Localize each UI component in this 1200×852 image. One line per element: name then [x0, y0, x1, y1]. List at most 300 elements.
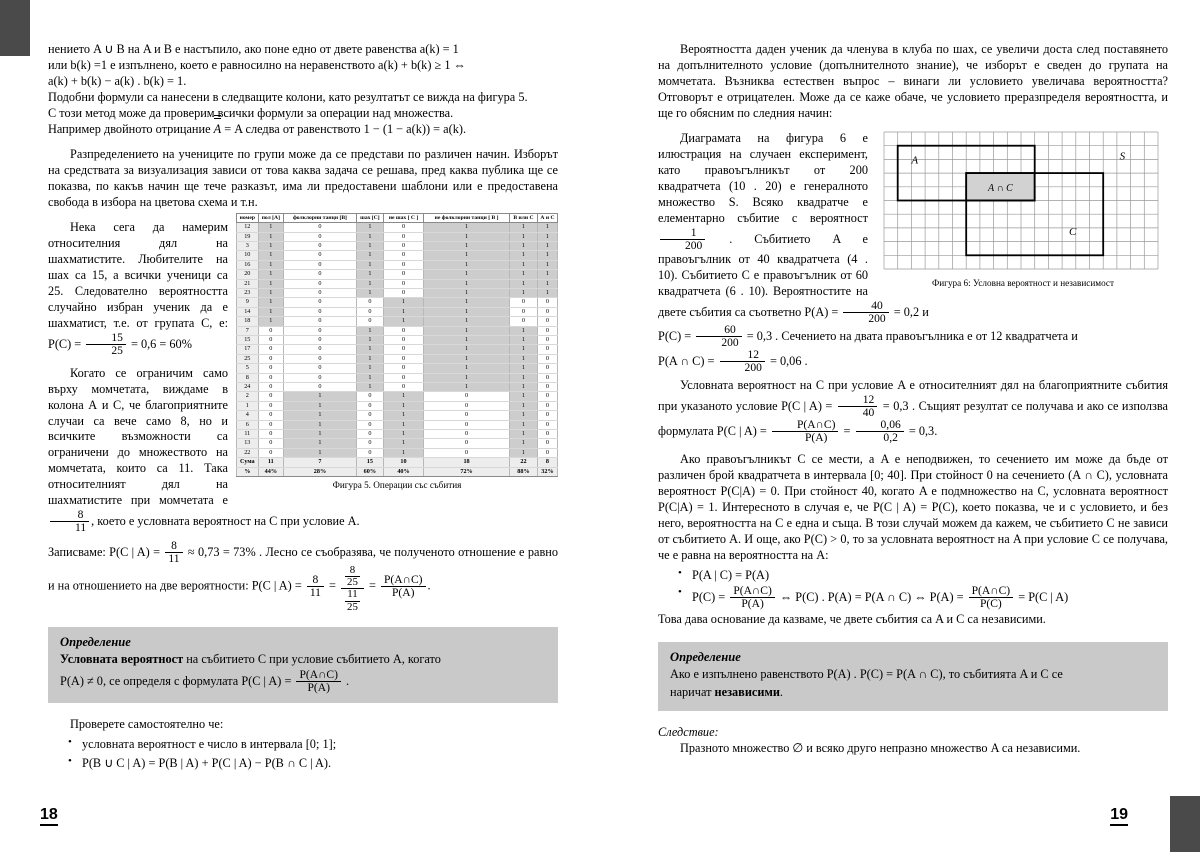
check-intro: Проверете самостоятелно че:	[70, 716, 224, 731]
figure-6-diagram	[878, 126, 1166, 274]
label-A-intersect-C: A ∩ C	[988, 183, 1013, 195]
cell-value: 1	[383, 401, 423, 410]
cell-number: 19	[237, 232, 259, 241]
cell-value: 1	[258, 279, 283, 288]
cell-number: 16	[237, 260, 259, 269]
fraction-PAC-PA: $\frac{P(A\cap C)}{P(A)}$	[381, 574, 426, 599]
cell-value: 0	[258, 439, 283, 448]
cell-number: 4	[237, 411, 259, 420]
cell-value: 1	[509, 411, 537, 420]
text-fragment: . Събитието A е правоъгълник от 40 квадратчета (4 . 10). Събитието C е правоъгълник от 60 квадратчета (6 . 10). Вероятностите на двете събития са съответно P(A) =	[658, 231, 868, 319]
cell-number: 7	[237, 326, 259, 335]
paragraph-club-probability: Вероятността даден ученик да членува в клуба по шах, се увеличи доста след поставянето на допълнителното условие (допълнителното знание), че изборът е сведен до групата на момчетата. Възниква естествен въпрос – винаги ли условието увеличава вероятността? Отговорът е отрицателен. Може да се каже обаче, че условието преразпределя вероятността, и ще го обясним по следния начин:	[658, 42, 1168, 120]
fraction-PAC-PA-b: $\frac{P(A\cap C)}{P(A)}$	[730, 585, 775, 610]
cell-value: 0	[356, 317, 383, 326]
cell-value: 0	[356, 430, 383, 439]
cell-number: 1	[237, 401, 259, 410]
cell-value: 1	[424, 326, 510, 335]
fraction-nested	[341, 565, 364, 613]
cell-value: 1	[356, 270, 383, 279]
cell-value: 1	[424, 317, 510, 326]
cell-number: 25	[237, 354, 259, 363]
cell-value: 0	[284, 298, 357, 307]
fraction-60-200: $\frac{60}{200}$	[696, 324, 741, 349]
fraction-12-200: $\frac{12}{200}$	[720, 349, 765, 374]
definition-box-independence	[658, 642, 1168, 711]
text-line: нението A ∪ B на A и B е настъпило, ако поне едно от двете равенства a(k) = 1	[48, 42, 459, 56]
cell-value: 0	[284, 345, 357, 354]
cell-sum-label: Сума	[237, 458, 259, 467]
table-row	[237, 392, 558, 401]
fraction-8-25: $\frac{8}{25}$	[347, 564, 358, 589]
cell-value: 0	[537, 383, 557, 392]
cell-value: 0	[383, 279, 423, 288]
cell-value: 0	[537, 420, 557, 429]
table-row	[237, 223, 558, 232]
cell-value: 1	[509, 448, 537, 457]
fraction-12-40: $\frac{12}{40}$	[838, 394, 878, 419]
th-folklor-b: фолклорни танци [В]	[284, 213, 357, 222]
cell-value: 1	[284, 439, 357, 448]
cell-value: 0	[284, 354, 357, 363]
cell-value: 0	[509, 298, 537, 307]
th-b-or-c: В или С	[509, 213, 537, 222]
cell-value: 1	[383, 439, 423, 448]
table-row	[237, 345, 558, 354]
cell-value: 1	[537, 270, 557, 279]
cell-value: 0	[356, 420, 383, 429]
cell-value: 0	[284, 270, 357, 279]
table-row	[237, 270, 558, 279]
cell-value: 1	[258, 241, 283, 250]
cell-value: 0	[424, 448, 510, 457]
table-row	[237, 383, 558, 392]
cell-value: 1	[284, 430, 357, 439]
cell-value: 0	[258, 345, 283, 354]
fraction-8-11: $\frac{8}{11}$	[50, 509, 89, 534]
corollary-text: Празното множество ∅ и всяко друго непразно множество A са независими.	[680, 740, 1081, 755]
cell-value: 0	[284, 307, 357, 316]
cell-value: 1	[509, 373, 537, 382]
text-fragment: = 0,3 . Сечението на двата правоъгълника е от 12 квадратчета и	[743, 329, 1078, 344]
cell-value: 1	[509, 354, 537, 363]
cell-sum: 18	[424, 458, 510, 467]
cell-pct: 40%	[383, 467, 423, 476]
paragraph-double-negation	[48, 122, 558, 138]
cell-value: 1	[284, 411, 357, 420]
th-a-and-c: А и С	[537, 213, 557, 222]
cell-value: 0	[356, 392, 383, 401]
paragraph-record-formula: Записваме: P(C | A) = $\frac{8}{11}$ ≈ 0,73 = 73% . Лесно се съобразява, че полученото отношение е равно и на отношението на две вероятности: P(C | A) = $\frac{8}{11}$ = $\frac{\frac{8}{25}}{\frac{11}{25}}$ = $\frac{P(A\cap C)}{P(A)}$ .	[48, 539, 558, 613]
cell-value: 0	[284, 317, 357, 326]
cell-sum: 11	[258, 458, 283, 467]
cell-value: 1	[509, 383, 537, 392]
table-row	[237, 401, 558, 410]
page-number-right	[1110, 806, 1128, 824]
cell-value: 1	[537, 251, 557, 260]
fraction-PAC-PA-r: $\frac{P(A\cap C)}{P(A)}$	[772, 419, 839, 444]
cell-value: 0	[383, 335, 423, 344]
cell-value: 1	[356, 345, 383, 354]
th-shah-c: шах [С]	[356, 213, 383, 222]
definition-body: Условната вероятност на събитието C при условие събитието A, когато P(A) ≠ 0, се определя с формулата P(C | A) = $\frac{P(A\cap C)}{P(A)}$ .	[60, 652, 441, 694]
table-row	[237, 326, 558, 335]
operations-table	[236, 213, 558, 477]
figure-5-container	[236, 213, 558, 492]
th-pol-a: пол [А]	[258, 213, 283, 222]
cell-sum: 22	[509, 458, 537, 467]
cell-value: 1	[537, 288, 557, 297]
cell-number: 3	[237, 241, 259, 250]
cell-pct: 32%	[537, 467, 557, 476]
cell-value: 1	[424, 232, 510, 241]
cell-value: 0	[383, 251, 423, 260]
text-fragment: Например двойното отрицание	[48, 121, 214, 136]
cell-value: 1	[356, 326, 383, 335]
cell-number: 24	[237, 383, 259, 392]
figure-6-caption: Фигура 6: Условна вероятност и независимост	[932, 277, 1114, 288]
definition-term: Условната вероятност	[60, 652, 184, 667]
cell-number: 12	[237, 223, 259, 232]
text-fragment: P(C) =	[692, 589, 729, 604]
cell-value: 0	[424, 420, 510, 429]
table-row	[237, 232, 558, 241]
cell-value: 1	[509, 364, 537, 373]
cell-value: 0	[284, 373, 357, 382]
cell-value: 1	[258, 232, 283, 241]
cell-value: 0	[258, 430, 283, 439]
cell-number: 22	[237, 448, 259, 457]
bullet-PA-given-C: • P(A | C) = P(A)	[678, 566, 1168, 584]
text-fragment: P(A ∩ C) =	[658, 354, 718, 369]
cell-value: 0	[284, 241, 357, 250]
label-S: S	[1119, 150, 1126, 163]
cell-value: 1	[356, 288, 383, 297]
cell-value: 0	[258, 392, 283, 401]
table-row	[237, 288, 558, 297]
cell-value: 0	[383, 223, 423, 232]
cell-number: 10	[237, 251, 259, 260]
text-fragment: Нека сега да намерим относителния дял на шахматистите. Любителите на шах са 15, а всички ученици са 25. Следователно вероятността случайно избран ученик да е шахматист, т.е. от групата	[48, 219, 228, 330]
th-nomer: номер	[237, 213, 259, 222]
cell-value: 0	[537, 317, 557, 326]
corollary-title: Следствие:	[658, 724, 719, 739]
cell-value: 1	[258, 317, 283, 326]
corner-marker-top-left	[0, 0, 30, 56]
cell-pct: 88%	[509, 467, 537, 476]
cell-value: 0	[284, 251, 357, 260]
text-line: или b(k) =1 е изпълнено, което е равносилно на неравенството a(k) + b(k) ≥ 1 ⇔	[48, 57, 466, 72]
text-fragment: = 0,2 и	[890, 304, 929, 319]
cell-value: 0	[383, 270, 423, 279]
text-fragment: Когато се ограничим само върху момчетата, виждаме в колона А и С, че благоприятните случаи са вече само 8, но и всичките възможности са ограничени до множеството на момчетата, които са 11. Така относителният дял на шахматистите при момчетата е	[48, 365, 228, 508]
cell-value: 1	[258, 298, 283, 307]
cell-value: 0	[537, 373, 557, 382]
text-fragment: , което е условната вероятност на C при условие A.	[91, 514, 360, 529]
cell-number: 9	[237, 298, 259, 307]
cell-value: 1	[424, 241, 510, 250]
cell-value: 0	[537, 392, 557, 401]
formula-suffix: = 0,6 = 60%	[127, 336, 192, 351]
cell-value: 1	[383, 448, 423, 457]
cell-value: 0	[537, 354, 557, 363]
cell-value: 0	[284, 288, 357, 297]
cell-value: 0	[356, 401, 383, 410]
table-sum-row	[237, 458, 558, 467]
cell-number: 13	[237, 439, 259, 448]
cell-value: 0	[424, 411, 510, 420]
cell-value: 1	[509, 335, 537, 344]
cell-number: 17	[237, 345, 259, 354]
table-row	[237, 448, 558, 457]
cell-value: 1	[356, 251, 383, 260]
cell-value: 0	[537, 411, 557, 420]
cell-value: 0	[258, 383, 283, 392]
fraction-15-25: $\frac{15}{25}$	[86, 332, 126, 357]
cell-value: 1	[509, 401, 537, 410]
text-line: С този метод може да проверим всички формули за операции над множества.	[48, 105, 454, 120]
cell-value: 0	[537, 335, 557, 344]
cell-value: 1	[424, 288, 510, 297]
page-number-value: 19	[1110, 806, 1128, 826]
table-row	[237, 354, 558, 363]
cell-sum: 15	[356, 458, 383, 467]
paragraph-independence-conclusion: Това дава основание да казваме, че двете събития са A и C са независими.	[658, 611, 1046, 626]
cell-value: 0	[284, 279, 357, 288]
cell-number: 15	[237, 335, 259, 344]
right-page-column	[658, 42, 1168, 757]
cell-number: 18	[237, 317, 259, 326]
text-fragment: P(C) =	[658, 329, 695, 344]
cell-value: 0	[383, 260, 423, 269]
cell-value: 1	[424, 223, 510, 232]
cell-value: 1	[356, 279, 383, 288]
cell-value: 0	[537, 448, 557, 457]
cell-value: 1	[424, 354, 510, 363]
cell-value: 1	[537, 232, 557, 241]
formula-prefix: Записваме: P(C | A) =	[48, 545, 164, 560]
cell-value: 1	[258, 307, 283, 316]
cell-value: 1	[258, 260, 283, 269]
cell-value: 1	[284, 448, 357, 457]
cell-value: 0	[284, 383, 357, 392]
corner-marker-bottom-right	[1170, 796, 1200, 852]
cell-value: 0	[537, 326, 557, 335]
page-number-value: 18	[40, 806, 58, 826]
formula-prefix: C, е: P(C) =	[48, 315, 228, 351]
label-A: A	[911, 154, 919, 167]
paragraph-visualization: Разпределението на учениците по групи може да се представи по различен начин. Изборът на средствата за визуализация зависи от това каква задача се решава, пред каква публика ще се показва, по какъв начин ще тече разказът, има ли предоставени шаблони или е предоставена свобода в избора на цветова схема и т.н.	[48, 146, 558, 209]
cell-value: 0	[537, 298, 557, 307]
fraction-PAC-PC: $\frac{P(A\cap C)}{P(C)}$	[969, 585, 1014, 610]
page-number-left	[40, 806, 58, 824]
cell-value: 1	[356, 260, 383, 269]
table-pct-row	[237, 467, 558, 476]
definition-formula-prefix: P(A) ≠ 0, се определя с формулата P(C | A) =	[60, 673, 295, 688]
cell-value: 1	[356, 223, 383, 232]
definition-line-2-post: .	[779, 684, 783, 699]
text-fragment: = 0,3 . Същият резултат се получава и ако се използва формулата P(C | A) =	[658, 398, 1168, 438]
cell-number: 21	[237, 279, 259, 288]
fraction-8-11-b: $\frac{8}{11}$	[165, 540, 182, 565]
cell-value: 1	[509, 420, 537, 429]
table-row	[237, 317, 558, 326]
cell-value: 1	[284, 392, 357, 401]
th-ne-shah: не шах [ C ]	[383, 213, 423, 222]
cell-value: 0	[537, 345, 557, 354]
cell-value: 1	[383, 307, 423, 316]
cell-pct: 60%	[356, 467, 383, 476]
table-row	[237, 439, 558, 448]
cell-value: 0	[258, 354, 283, 363]
paragraph-independence-discussion: Ако правоъгълникът C се мести, а A е неподвижен, то сечението им може да бъде от различен брой квадратчета в интервала [0; 40]. При стойност 0 на сечението (A ∩ C), условната вероятност P(C|A) = 0. При стойност 40, когато A е подмножество на C, условната вероятност P(C|A) = 1. Интересното в случая е, че P(C | A) = P(C), което показва, че и с условието, и без него, вероятността на C е една и съща. В този случай можем да кажем, че събитието C не зависи от събитието A. И още, ако P(C) > 0, то за условната вероятност на A при условие C се получава, че е равна на вероятността на A:	[658, 451, 1168, 562]
cell-value: 0	[509, 307, 537, 316]
cell-number: 20	[237, 270, 259, 279]
cell-value: 1	[383, 392, 423, 401]
cell-value: 1	[424, 298, 510, 307]
cell-value: 1	[537, 223, 557, 232]
cell-number: 14	[237, 307, 259, 316]
table-row	[237, 430, 558, 439]
cell-value: 0	[258, 335, 283, 344]
cell-pct-label: %	[237, 467, 259, 476]
definition-text: на събитието C при условие събитието A, когато	[183, 652, 441, 667]
text-fragment: = 0,06 .	[766, 354, 808, 369]
cell-value: 1	[509, 232, 537, 241]
cell-value: 1	[424, 279, 510, 288]
check-item: • условната вероятност е число в интервала [0; 1];	[68, 735, 558, 753]
paragraph-union-definition	[48, 42, 558, 90]
cell-value: 0	[424, 392, 510, 401]
cell-value: 1	[424, 373, 510, 382]
definition-title-independence: Определение	[670, 649, 741, 664]
check-item: • P(B ∪ C | A) = P(B | A) + P(C | A) − P(B ∩ C | A).	[68, 754, 558, 772]
cell-value: 1	[424, 270, 510, 279]
table-row	[237, 279, 558, 288]
cell-value: 1	[258, 251, 283, 260]
cell-value: 0	[383, 354, 423, 363]
cell-value: 1	[509, 270, 537, 279]
table-row	[237, 335, 558, 344]
definition-term-independent: независими	[714, 684, 780, 699]
cell-value: 0	[356, 439, 383, 448]
cell-number: 5	[237, 364, 259, 373]
cell-value: 1	[356, 232, 383, 241]
paragraph-conditional-calc: Условната вероятност на C при условие A е относителният дял на благоприятните събития при указаното условие P(C | A) = $\frac{12}{40}$ = 0,3 . Същият резултат се получава и ако се използва формулата P(C | A) = $\frac{P(A\cap C)}{P(A)}$ = $\frac{0,06}{0,2}$ = 0,3.	[658, 378, 1168, 444]
cell-value: 0	[383, 241, 423, 250]
cell-value: 0	[258, 411, 283, 420]
cell-value: 1	[509, 345, 537, 354]
cell-value: 1	[356, 383, 383, 392]
cell-value: 0	[258, 420, 283, 429]
cell-value: 1	[424, 307, 510, 316]
label-C: C	[1068, 225, 1077, 238]
cell-value: 1	[383, 317, 423, 326]
cell-value: 0	[258, 401, 283, 410]
cell-value: 0	[537, 307, 557, 316]
table-row	[237, 411, 558, 420]
table-row	[237, 420, 558, 429]
cell-value: 0	[424, 439, 510, 448]
cell-value: 0	[284, 232, 357, 241]
text-fragment: Диаграмата на фигура 6 е илюстрация на случаен експеримент, като правоъгълникът от 200 квадратчета (10 . 20) е генералното множество S. Всяко квадратче е елементарно събитие с вероятност	[658, 130, 868, 225]
cell-value: 0	[284, 260, 357, 269]
cell-value: 1	[509, 223, 537, 232]
cell-sum: 7	[284, 458, 357, 467]
cell-value: 0	[537, 364, 557, 373]
cell-value: 0	[537, 401, 557, 410]
cell-value: 0	[383, 232, 423, 241]
table-row	[237, 241, 558, 250]
cell-value: 1	[356, 335, 383, 344]
cell-value: 1	[356, 354, 383, 363]
cell-value: 0	[424, 430, 510, 439]
paragraph-formulas-columns: Подобни формули са нанесени в следващите колони, като резултатът се вижда на фигура 5.	[48, 89, 528, 104]
text-fragment: = A следва от равенството 1 − (1 − a(k)) = a(k).	[221, 121, 467, 136]
cell-value: 1	[424, 364, 510, 373]
cell-value: 1	[284, 420, 357, 429]
table-row	[237, 298, 558, 307]
definition-line-2-pre: наричат	[670, 684, 715, 699]
bullet-PC-formula: • P(C) = $\frac{P(A\cap C)}{P(A)}$ ⇔ P(C) . P(A) = P(A ∩ C) ⇔ P(A) = $\frac{P(A\cap C)}{P(C)}$ = P(C | A)	[678, 585, 1168, 610]
cell-value: 0	[258, 326, 283, 335]
cell-value: 1	[383, 420, 423, 429]
figure-5-caption: Фигура 5. Операции със събития	[332, 480, 462, 491]
cell-number: 6	[237, 420, 259, 429]
fraction-1-200: $\frac{1}{200}$	[660, 227, 705, 252]
cell-number: 2	[237, 392, 259, 401]
table-body	[237, 223, 558, 477]
definition-body-independence	[670, 666, 1156, 702]
cell-value: 1	[509, 430, 537, 439]
cell-value: 0	[284, 364, 357, 373]
cell-number: 23	[237, 288, 259, 297]
cell-value: 0	[383, 364, 423, 373]
cell-value: 1	[509, 279, 537, 288]
cell-value: 0	[356, 307, 383, 316]
cell-value: 1	[424, 345, 510, 354]
table-row	[237, 373, 558, 382]
paragraph-method-check	[48, 106, 558, 122]
cell-value: 1	[258, 288, 283, 297]
figure-6-container	[878, 126, 1168, 290]
cell-number: 8	[237, 373, 259, 382]
cell-value: 1	[424, 251, 510, 260]
table-row	[237, 260, 558, 269]
table-row	[237, 251, 558, 260]
cell-value: 0	[356, 448, 383, 457]
cell-value: 0	[537, 439, 557, 448]
cell-value: 1	[424, 383, 510, 392]
cell-value: 0	[284, 326, 357, 335]
cell-pct: 72%	[424, 467, 510, 476]
cell-value: 0	[356, 298, 383, 307]
table-row	[237, 307, 558, 316]
cell-sum: 10	[383, 458, 423, 467]
text-fragment: Условната вероятност на C при условие A е относителният дял на благоприятните събития при указаното условие P(C | A) =	[658, 378, 1168, 413]
cell-value: 0	[383, 383, 423, 392]
definition-box-conditional-probability	[48, 627, 558, 703]
cell-value: 1	[383, 411, 423, 420]
independence-bullets	[658, 566, 1168, 610]
cell-value: 1	[284, 401, 357, 410]
cell-value: 0	[258, 373, 283, 382]
cell-value: 1	[509, 241, 537, 250]
cell-value: 1	[258, 270, 283, 279]
cell-value: 1	[509, 439, 537, 448]
cell-value: 1	[509, 288, 537, 297]
cell-value: 0	[383, 345, 423, 354]
